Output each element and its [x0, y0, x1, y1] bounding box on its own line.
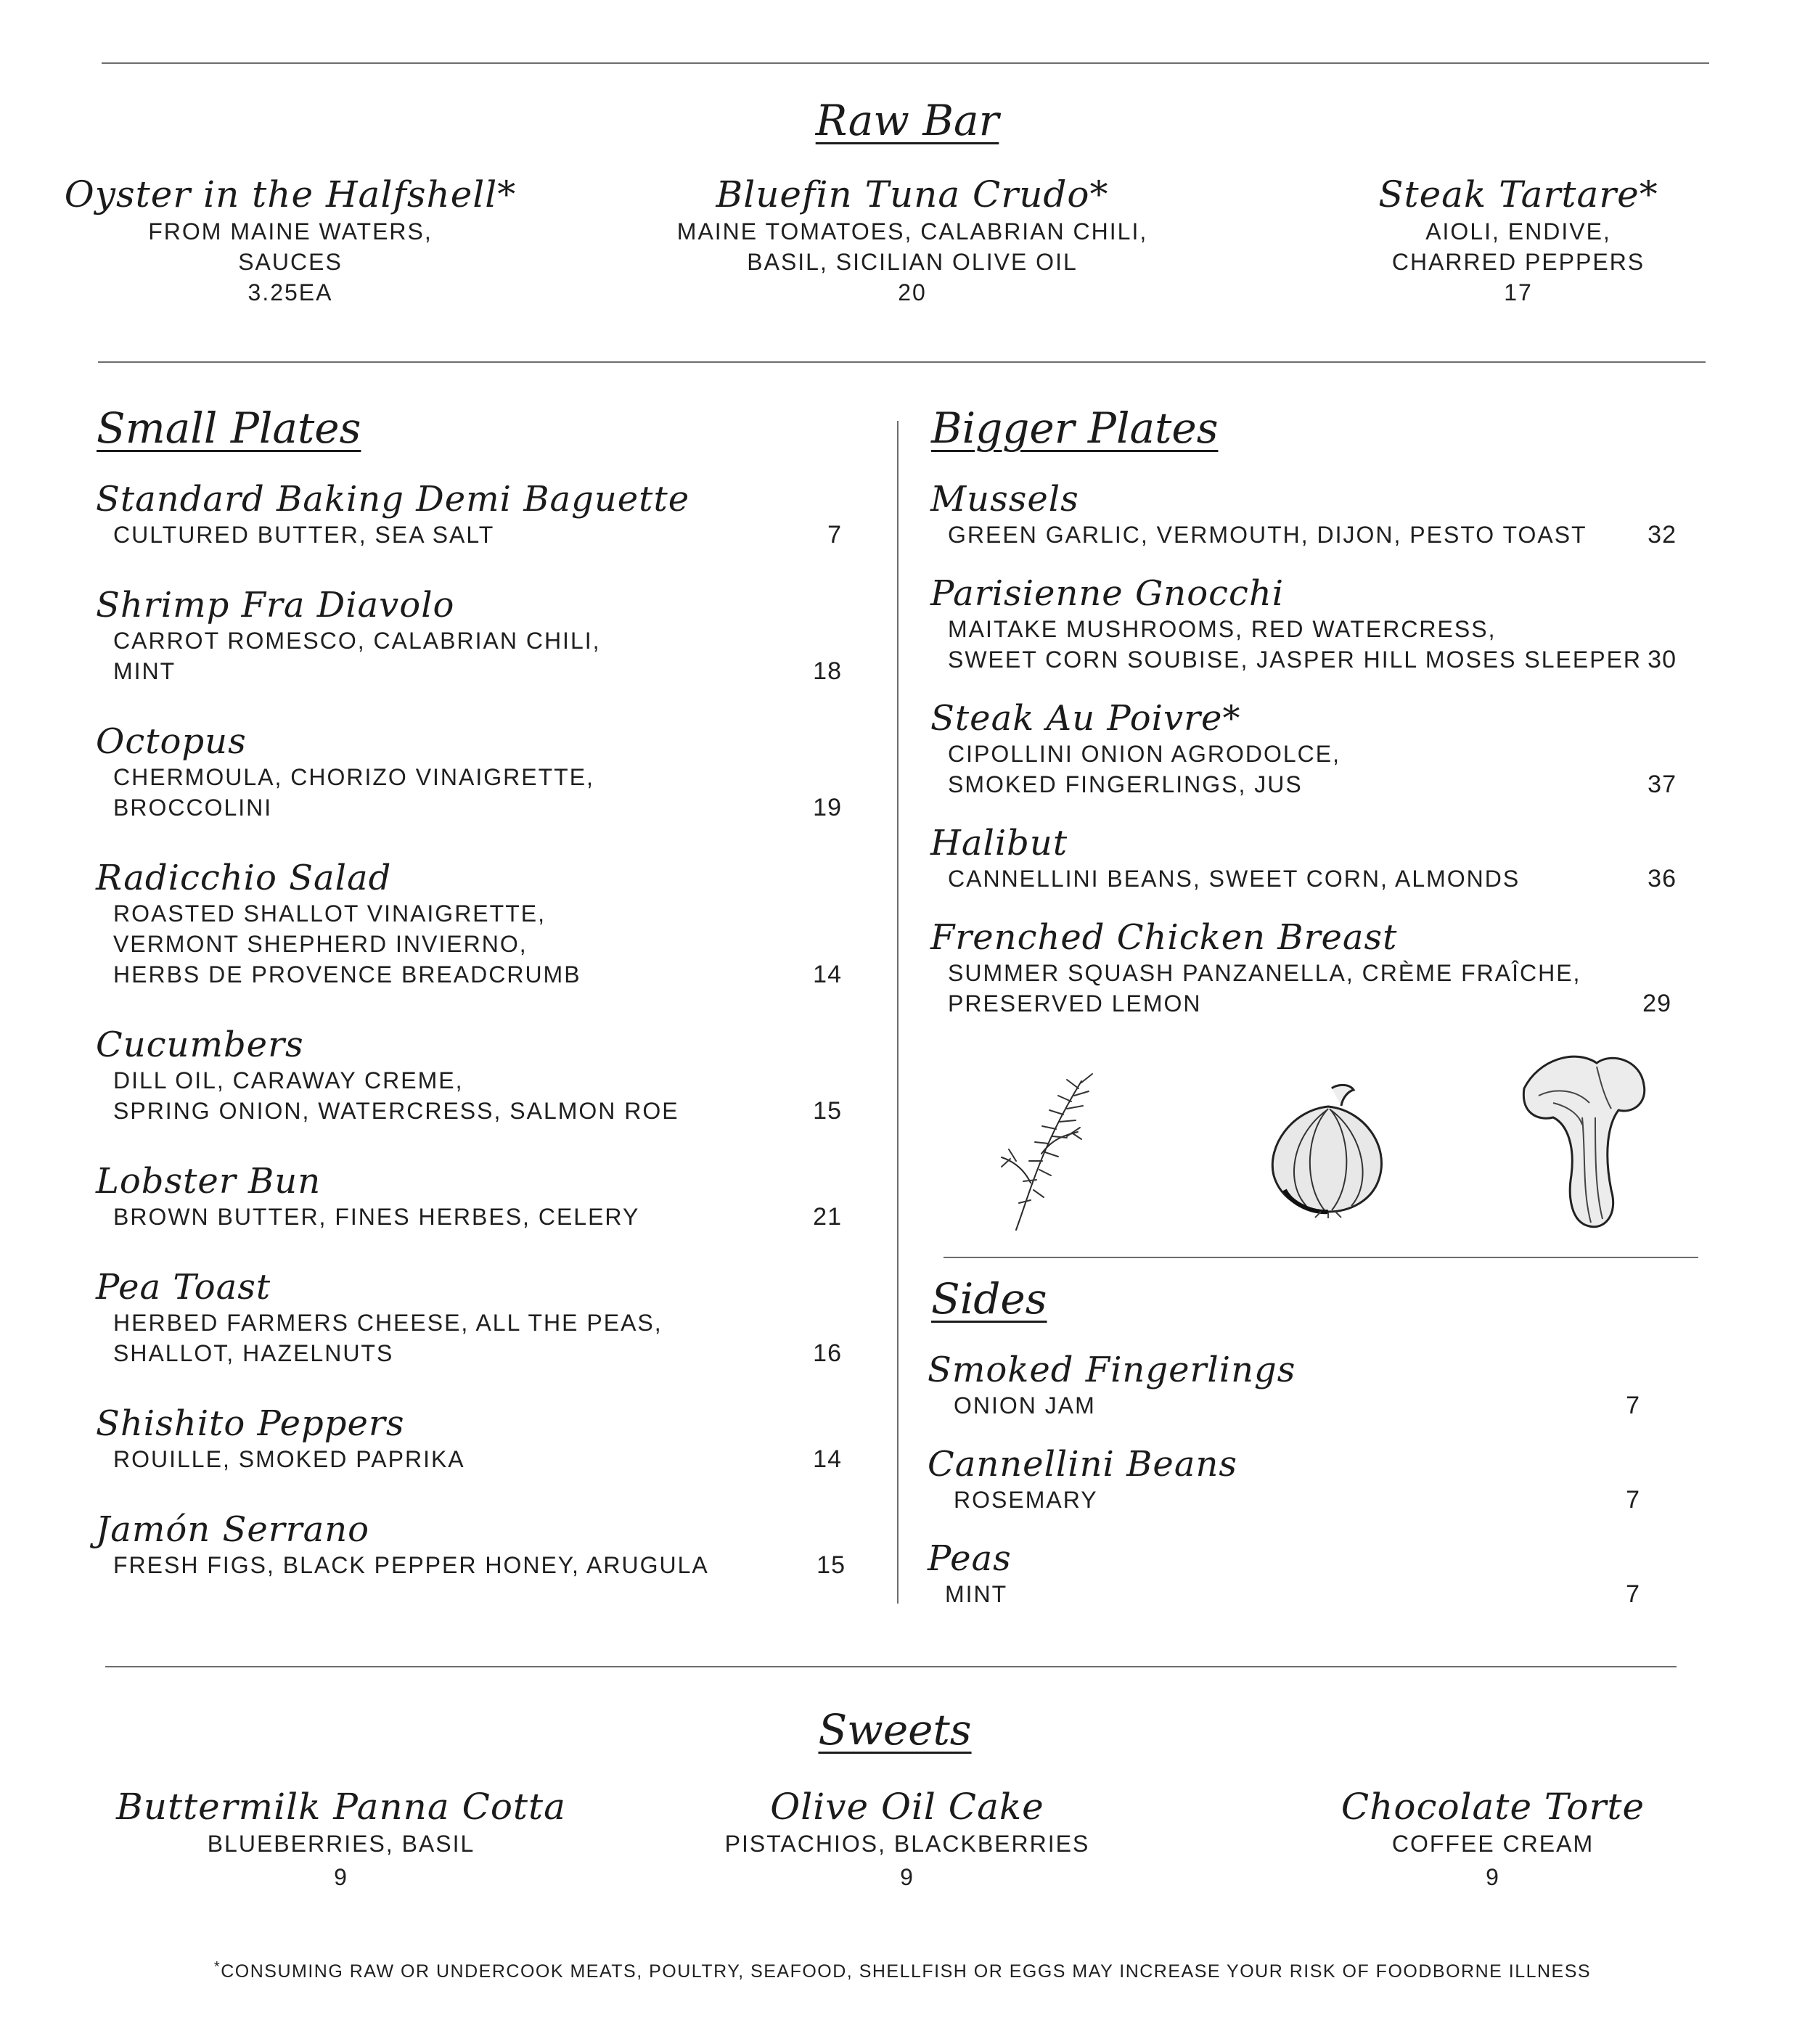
item-name: Steak Tartare* — [1378, 173, 1658, 216]
item-price: 15 — [816, 1551, 846, 1579]
item-price: 16 — [813, 1339, 842, 1367]
item-name: Mussels — [930, 479, 1079, 520]
raw-bar-item — [15, 173, 566, 308]
item-price: 7 — [1626, 1580, 1640, 1608]
item-description: CULTURED BUTTER, SEA SALT — [113, 522, 495, 548]
item-name: Pea Toast — [96, 1267, 271, 1308]
bigger-plate-item — [930, 698, 1341, 800]
item-name: Octopus — [96, 721, 247, 762]
item-price: 18 — [813, 657, 842, 685]
item-description: FROM MAINE WATERS, SAUCES — [148, 218, 433, 275]
bigger-plate-item — [930, 573, 1642, 675]
item-price: 21 — [813, 1203, 842, 1231]
item-description: MAITAKE MUSHROOMS, RED WATERCRESS, SWEET CORN SOUBISE, JASPER HILL MOSES SLEEPER — [948, 616, 1642, 673]
item-price: 7 — [1626, 1392, 1640, 1419]
top-divider — [102, 62, 1709, 64]
item-price: 9 — [900, 1864, 914, 1890]
item-name: Frenched Chicken Breast — [930, 917, 1398, 958]
small-plate-item — [96, 1025, 679, 1126]
item-name: Lobster Bun — [96, 1161, 322, 1202]
small-plate-item — [96, 1161, 639, 1232]
mushroom-illustration — [1510, 1045, 1655, 1234]
column-divider — [897, 421, 899, 1604]
item-price: 14 — [813, 1445, 842, 1473]
item-description: SUMMER SQUASH PANZANELLA, CRÈME FRAÎCHE, PRESERVED LEMON — [948, 960, 1581, 1017]
item-name: Peas — [928, 1538, 1012, 1579]
small-plate-item — [96, 721, 594, 823]
item-price: 36 — [1648, 865, 1677, 892]
small-plate-item — [96, 1509, 709, 1580]
item-description: MAINE TOMATOES, CALABRIAN CHILI, BASIL, SICILIAN OLIVE OIL — [676, 218, 1148, 275]
item-name: Olive Oil Cake — [770, 1786, 1044, 1828]
item-price: 15 — [813, 1097, 842, 1125]
side-item — [928, 1538, 1012, 1609]
sweet-item — [65, 1785, 617, 1892]
bigger-plate-item — [930, 917, 1581, 1019]
item-description: COFFEE CREAM — [1391, 1831, 1595, 1857]
raw-bar-item — [637, 173, 1188, 308]
sides-divider — [944, 1257, 1698, 1258]
item-price: 29 — [1642, 990, 1671, 1017]
small-plate-item — [96, 585, 601, 686]
item-description: AIOLI, ENDIVE, CHARRED PEPPERS — [1391, 218, 1645, 275]
bigger-plate-item — [930, 823, 1520, 894]
garlic-illustration — [1263, 1081, 1393, 1219]
sweet-item — [631, 1785, 1183, 1892]
small-plate-item — [96, 1403, 465, 1474]
item-description: CARROT ROMESCO, CALABRIAN CHILI, MINT — [113, 628, 601, 684]
item-name: Jamón Serrano — [96, 1509, 370, 1550]
item-description: ROSEMARY — [954, 1487, 1098, 1513]
item-price: 30 — [1648, 646, 1677, 673]
item-name: Bluefin Tuna Crudo* — [716, 173, 1109, 216]
item-description: CANNELLINI BEANS, SWEET CORN, ALMONDS — [948, 866, 1520, 892]
item-name: Radicchio Salad — [96, 858, 392, 898]
item-name: Chocolate Torte — [1341, 1786, 1645, 1828]
item-name: Buttermilk Panna Cotta — [116, 1786, 566, 1828]
footnote-marker: * — [213, 1959, 221, 1975]
item-description: HERBED FARMERS CHEESE, ALL THE PEAS, SHALLOT, HAZELNUTS — [113, 1310, 663, 1366]
item-description: BLUEBERRIES, BASIL — [207, 1831, 475, 1857]
side-item — [928, 1444, 1237, 1515]
item-price: 17 — [1504, 279, 1533, 305]
item-description: GREEN GARLIC, VERMOUTH, DIJON, PESTO TOAST — [948, 522, 1587, 548]
small-plate-item — [96, 858, 581, 990]
bigger-plates-title: Bigger Plates — [931, 403, 1219, 453]
item-price: 9 — [334, 1864, 348, 1890]
item-description: ONION JAM — [954, 1392, 1096, 1419]
sweets-title: Sweets — [818, 1705, 972, 1754]
footnote — [0, 1959, 1805, 1982]
item-name: Shrimp Fra Diavolo — [96, 585, 455, 625]
item-price: 7 — [1626, 1486, 1640, 1514]
sweet-item — [1217, 1785, 1769, 1892]
item-name: Cucumbers — [96, 1025, 304, 1065]
item-price: 37 — [1648, 771, 1677, 798]
item-name: Steak Au Poivre* — [930, 698, 1241, 739]
rosemary-illustration — [973, 1067, 1118, 1234]
item-description: ROUILLE, SMOKED PAPRIKA — [113, 1446, 465, 1472]
item-description: CHERMOULA, CHORIZO VINAIGRETTE, BROCCOLINI — [113, 764, 594, 821]
item-name: Standard Baking Demi Baguette — [96, 479, 690, 520]
sides-title: Sides — [931, 1274, 1047, 1323]
item-price: 7 — [827, 521, 842, 549]
item-description: DILL OIL, CARAWAY CREME, SPRING ONION, WATERCRESS, SALMON ROE — [113, 1067, 679, 1124]
item-description: PISTACHIOS, BLACKBERRIES — [724, 1831, 1090, 1857]
item-description: CIPOLLINI ONION AGRODOLCE, SMOKED FINGERLINGS, JUS — [948, 741, 1341, 797]
item-name: Parisienne Gnocchi — [930, 573, 1285, 614]
footnote-text: CONSUMING RAW OR UNDERCOOK MEATS, POULTRY, SEAFOOD, SHELLFISH OR EGGS MAY INCREASE YOUR RISK OF FOODBORNE ILLNESS — [221, 1961, 1592, 1982]
item-price: 32 — [1648, 521, 1677, 549]
item-description: BROWN BUTTER, FINES HERBES, CELERY — [113, 1204, 640, 1230]
raw-bar-divider — [98, 361, 1706, 363]
item-price: 3.25EA — [247, 279, 333, 305]
small-plates-title: Small Plates — [97, 403, 361, 453]
item-name: Shishito Peppers — [96, 1403, 405, 1444]
item-name: Oyster in the Halfshell* — [64, 173, 517, 216]
item-description: MINT — [945, 1581, 1008, 1607]
small-plate-item — [96, 1267, 663, 1368]
side-item — [928, 1350, 1296, 1421]
item-description: ROASTED SHALLOT VINAIGRETTE, VERMONT SHEPHERD INVIERNO, HERBS DE PROVENCE BREADCRUMB — [113, 900, 581, 988]
item-name: Halibut — [930, 823, 1068, 863]
item-name: Smoked Fingerlings — [928, 1350, 1296, 1390]
item-name: Cannellini Beans — [928, 1444, 1237, 1485]
item-price: 20 — [898, 279, 927, 305]
item-description: FRESH FIGS, BLACK PEPPER HONEY, ARUGULA — [113, 1552, 709, 1578]
sweets-divider — [105, 1666, 1677, 1667]
raw-bar-item — [1243, 173, 1794, 308]
bigger-plate-item — [930, 479, 1587, 550]
small-plate-item — [96, 479, 689, 550]
item-price: 9 — [1486, 1864, 1500, 1890]
item-price: 19 — [813, 794, 842, 821]
raw-bar-title: Raw Bar — [815, 96, 999, 145]
item-price: 14 — [813, 961, 842, 988]
